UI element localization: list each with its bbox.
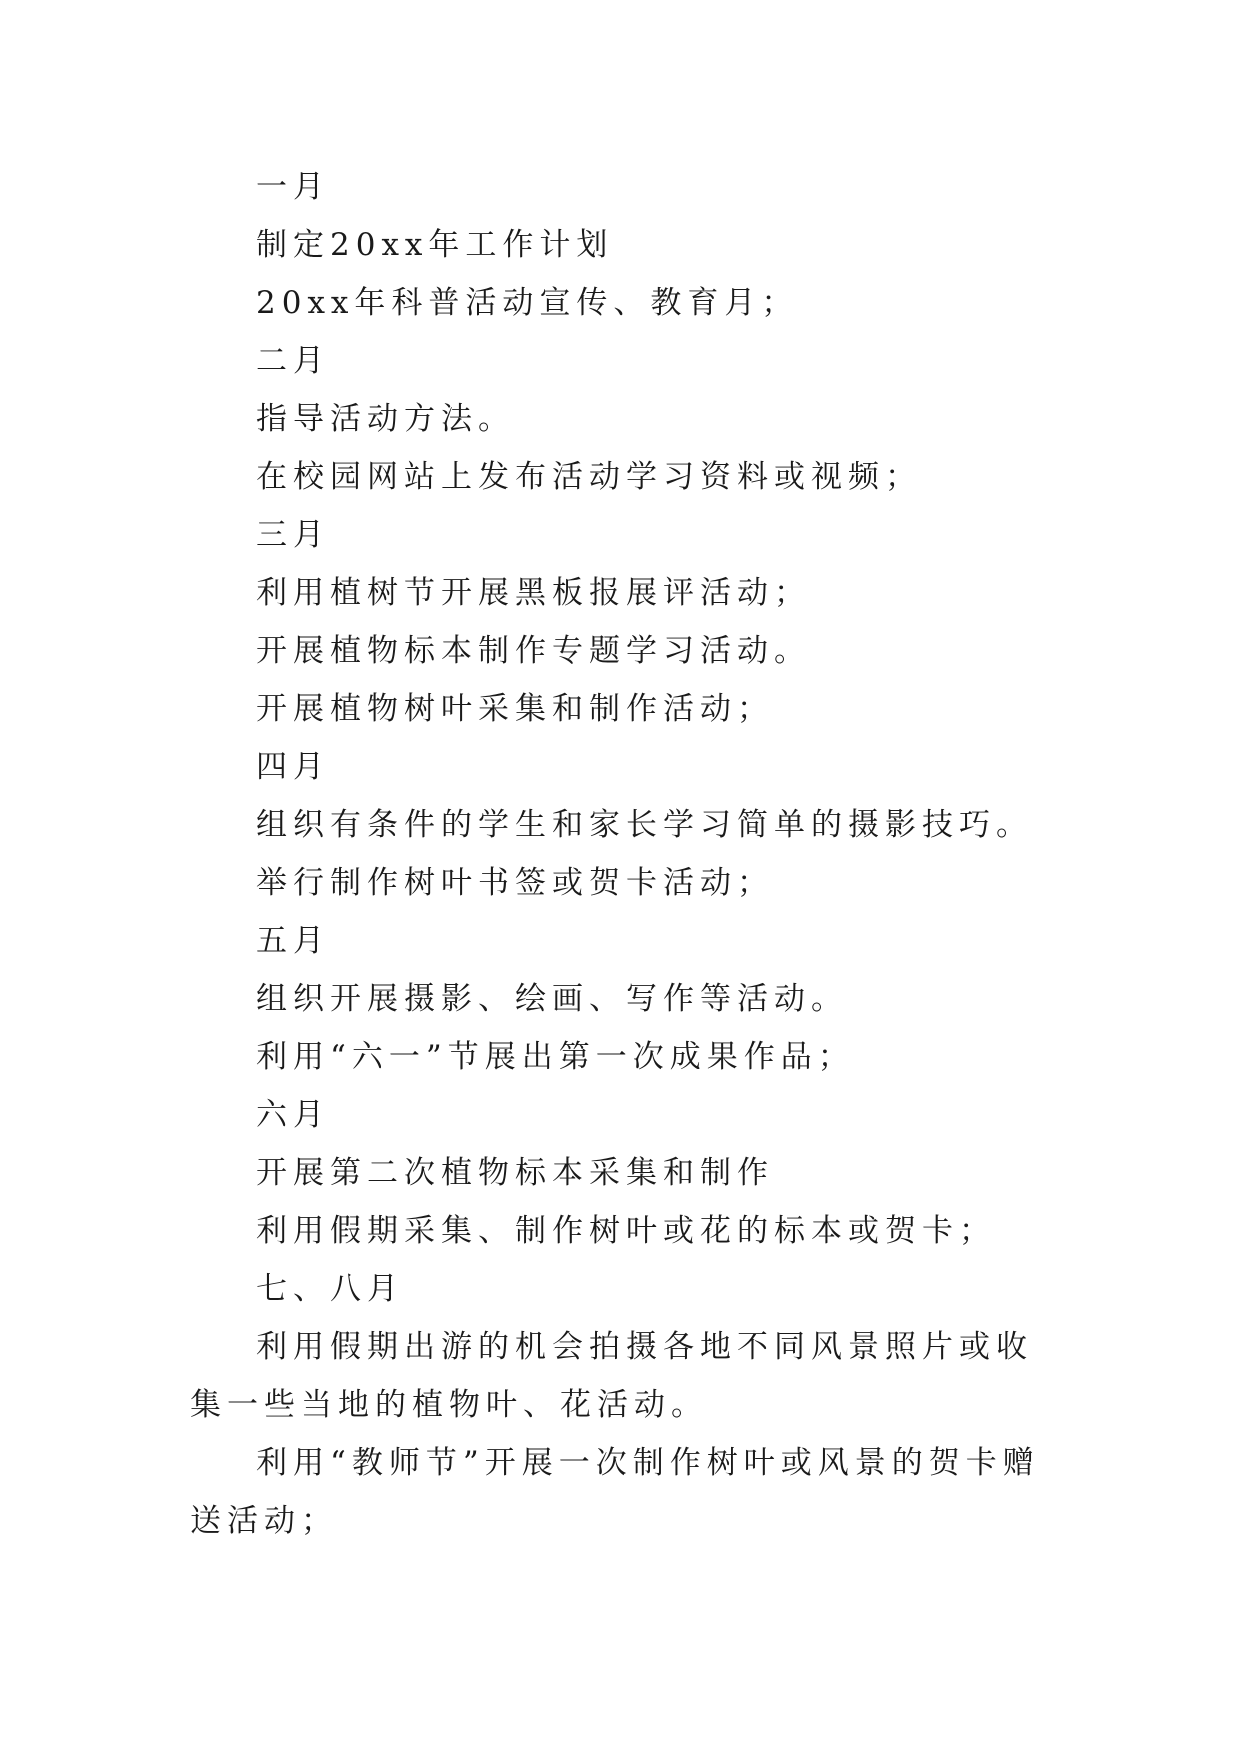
paragraph-month-5: 五月 [256, 923, 330, 959]
paragraph: 组织有条件的学生和家长学习简单的摄影技巧。 [256, 807, 1033, 843]
paragraph: 20xx年科普活动宣传、教育月； [256, 285, 799, 321]
paragraph: 指导活动方法。 [256, 401, 515, 437]
paragraph-month-6: 六月 [256, 1097, 330, 1133]
paragraph: 开展植物树叶采集和制作活动； [256, 691, 774, 727]
document-body [190, 158, 1056, 1550]
paragraph: 利用“六一”节展出第一次成果作品； [256, 1039, 855, 1075]
paragraph-month-2: 二月 [256, 343, 330, 379]
paragraph-month-4: 四月 [256, 749, 330, 785]
paragraph: 利用假期采集、制作树叶或花的标本或贺卡； [256, 1213, 996, 1249]
paragraph: 利用植树节开展黑板报展评活动； [256, 575, 811, 611]
paragraph: 制定20xx年工作计划 [256, 227, 614, 263]
paragraph: 组织开展摄影、绘画、写作等活动。 [256, 981, 848, 1017]
paragraph: 在校园网站上发布活动学习资料或视频； [256, 459, 922, 495]
paragraph: 开展植物标本制作专题学习活动。 [256, 633, 811, 669]
paragraph-month-1: 一月 [256, 169, 330, 205]
paragraph: 举行制作树叶书签或贺卡活动； [256, 865, 774, 901]
paragraph: 利用假期出游的机会拍摄各地不同风景照片或收集一些当地的植物叶、花活动。 [190, 1329, 1033, 1423]
paragraph: 利用“教师节”开展一次制作树叶或风景的贺卡赠送活动； [190, 1445, 1040, 1539]
paragraph-month-3: 三月 [256, 517, 330, 553]
paragraph-month-7-8: 七、八月 [256, 1271, 404, 1307]
paragraph: 开展第二次植物标本采集和制作 [256, 1155, 774, 1191]
